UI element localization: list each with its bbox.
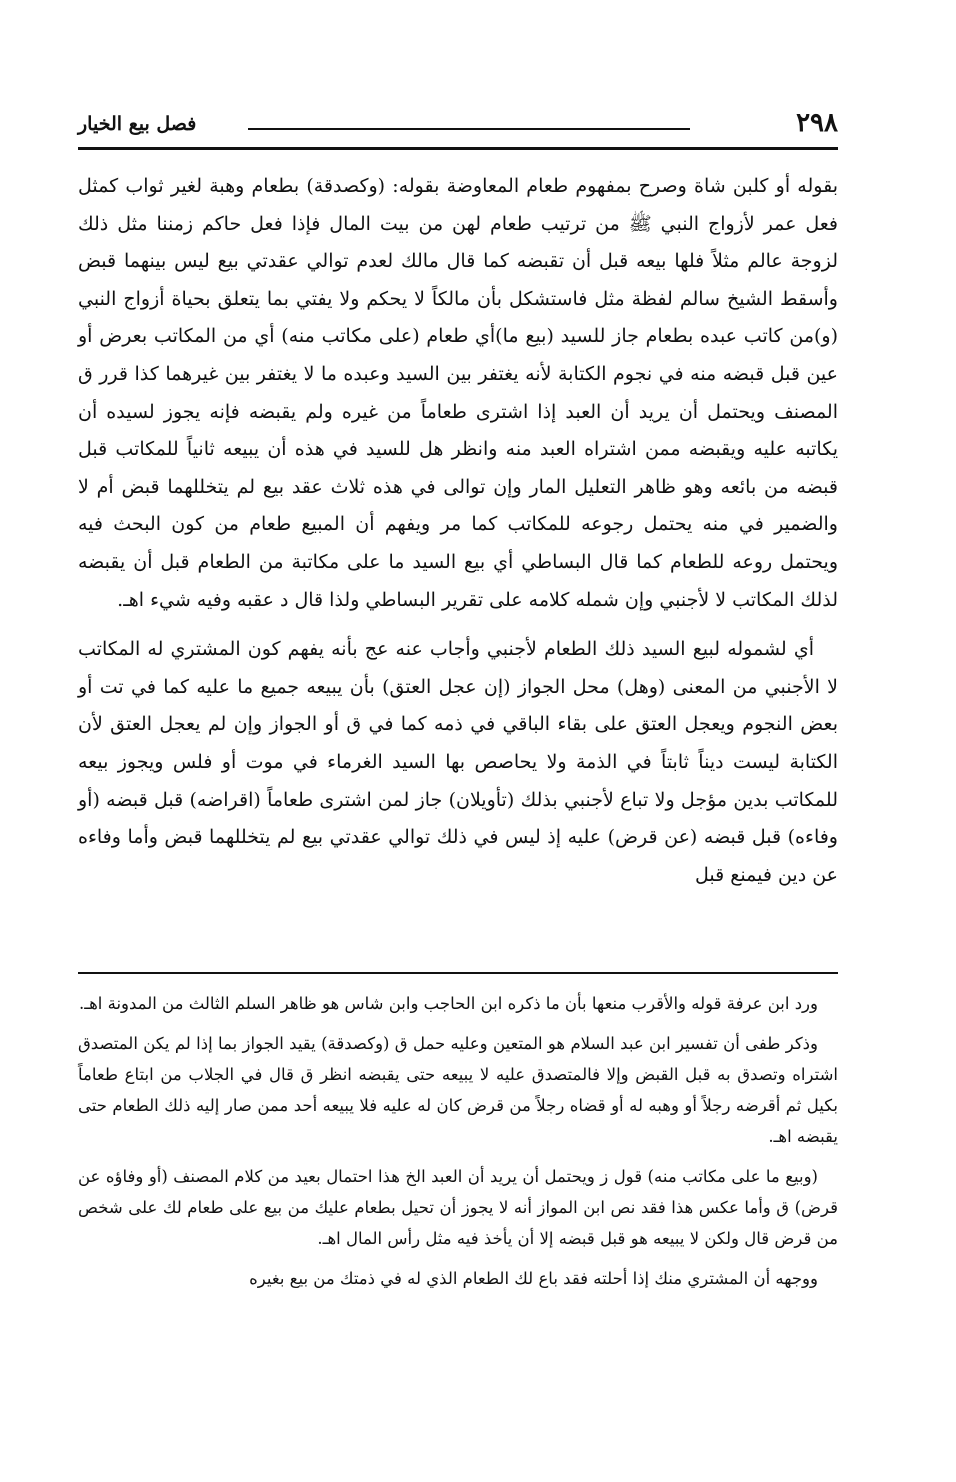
footnotes [78, 988, 838, 1303]
section-title: فصل بيع الخيار [78, 113, 197, 135]
footnote-separator [78, 972, 838, 974]
footnote-paragraph-2: وذكر طفى أن تفسير ابن عبد السلام هو المتعين وعليه حمل ق (وكصدقة) يقيد الجواز بما إذا لم يكن المتصدق اشتراه وتصدق به قبل القبض وإلا فالمتصدق عليه لا يبيعه حتى يقبضه انظر ق قال في الجلاب من ابتاع طعاماً بكيل ثم أقرضه رجلاً أو وهبه له أو قضاه رجلاً من قرض كان له عليه فلا يبيعه أحد ممن صار إليه ذلك الطعام حتى يقبضه اهـ. [78, 1034, 838, 1146]
running-header [78, 104, 838, 144]
header-rule [78, 147, 838, 150]
footnote-paragraph-3: (وبيع ما على مكاتب منه) قول ز ويحتمل أن يريد أن العبد الخ هذا احتمال بعيد من كلام المصنف (أو وفاؤه عن قرض) ق وأما عكس هذا فقد نص ابن المواز أنه لا يجوز أن تحيل بطعام عليك من بيع على طعام لك على شخص من قرض قال ولكن لا يبيعه هو قبل قبضه إلا أن يأخذ فيه مثل رأس المال اهـ. [78, 1167, 838, 1248]
main-paragraph-1: بقوله أو كلبن شاة وصرح بمفهوم طعام المعاوضة بقوله: (وكصدقة) بطعام وهبة لغير ثواب كمثل فعل عمر لأزواج النبي ﷺ من ترتيب طعام لهن من بيت المال فإذا فعل حاكم زمننا مثل ذلك لزوجة عالم مثلاً فلها بيعه قبل أن تقبضه كما قال مالك لعدم توالي عقدتي بيع ليس بينهما قبض وأسقط الشيخ سالم لفظة مثل فاستشكل بأن مالكاً لا يحكم ولا يفتي بما يتعلق بحياة أزواج النبي (و)من كاتب عبده بطعام جاز للسيد (بيع ما)أي طعام (على مكاتب منه) أي من المكاتب بعرض أو عين قبل قبضه منه في نجوم الكتابة لأنه يغتفر بين السيد وعبده ما لا يغتفر بين غيرهما كذا قرر ق المصنف ويحتمل أن يريد أن العبد إذا اشترى طعاماً من غيره ولم يقبضه فإنه يجوز لسيده أن يكاتبه عليه ويقبضه ممن اشتراه العبد منه وانظر هل للسيد في هذه أن يبيعه ثانياً للمكاتب قبل قبضه من بائعه وهو ظاهر التعليل المار وإن توالى في هذه ثلاث عقد بيع لم يتخللهما قبض أم لا والضمير في منه يحتمل رجوعه للمكاتب كما مر ويفهم أن المبيع طعام من كون البحث فيه ويحتمل روعه للطعام كما قال البساطي أي بيع السيد ما على مكاتبة من الطعام قبل أن يقبضه لذلك المكاتب لا لأجنبي وإن شمله كلامه على تقرير البساطي ولذا قال د عقبه وفيه شيء اهـ. [78, 175, 839, 611]
footnote-paragraph-1: ورد ابن عرفة قوله والأقرب منعها بأن ما ذكره ابن الحاجب وابن شاس هو ظاهر السلم الثالث من المدونة اهـ. [78, 994, 818, 1013]
header-dash-line [248, 128, 690, 130]
main-paragraph-2: أي لشموله لبيع السيد ذلك الطعام لأجنبي وأجاب عنه عج بأنه يفهم كون المشتري له المكاتب لا الأجنبي من المعنى (وهل) محل الجواز (إن عجل العتق) بأن يبيعه جميع ما عليه كما في تت أو بعض النجوم ويعجل العتق على بقاء الباقي في ذمه كما في ق أو الجواز وإن لم يعجل العتق لأن الكتابة ليست ديناً ثابتاً في الذمة ولا يحاصص بها السيد الغرماء في موت أو فلس ويجوز بيعه للمكاتب بدين مؤجل ولا تباع لأجنبي بذلك (تأويلان) جاز لمن اشترى طعاماً (اقراضه) قبل قبضه (أو وفاءه) قبل قبضه (عن قرض) عليه إذ ليس في ذلك توالي عقدتي بيع لم يتخللهما قبض وأما وفاءه عن دين فيمنع قبل [78, 638, 838, 886]
footnote-paragraph-4: ووجهه أن المشتري منك إذا أحلته فقد باع لك الطعام الذي له في ذمتك من بيع بغيره [249, 1269, 818, 1288]
page-number: ٢٩٨ [796, 108, 838, 138]
main-text [78, 168, 838, 894]
